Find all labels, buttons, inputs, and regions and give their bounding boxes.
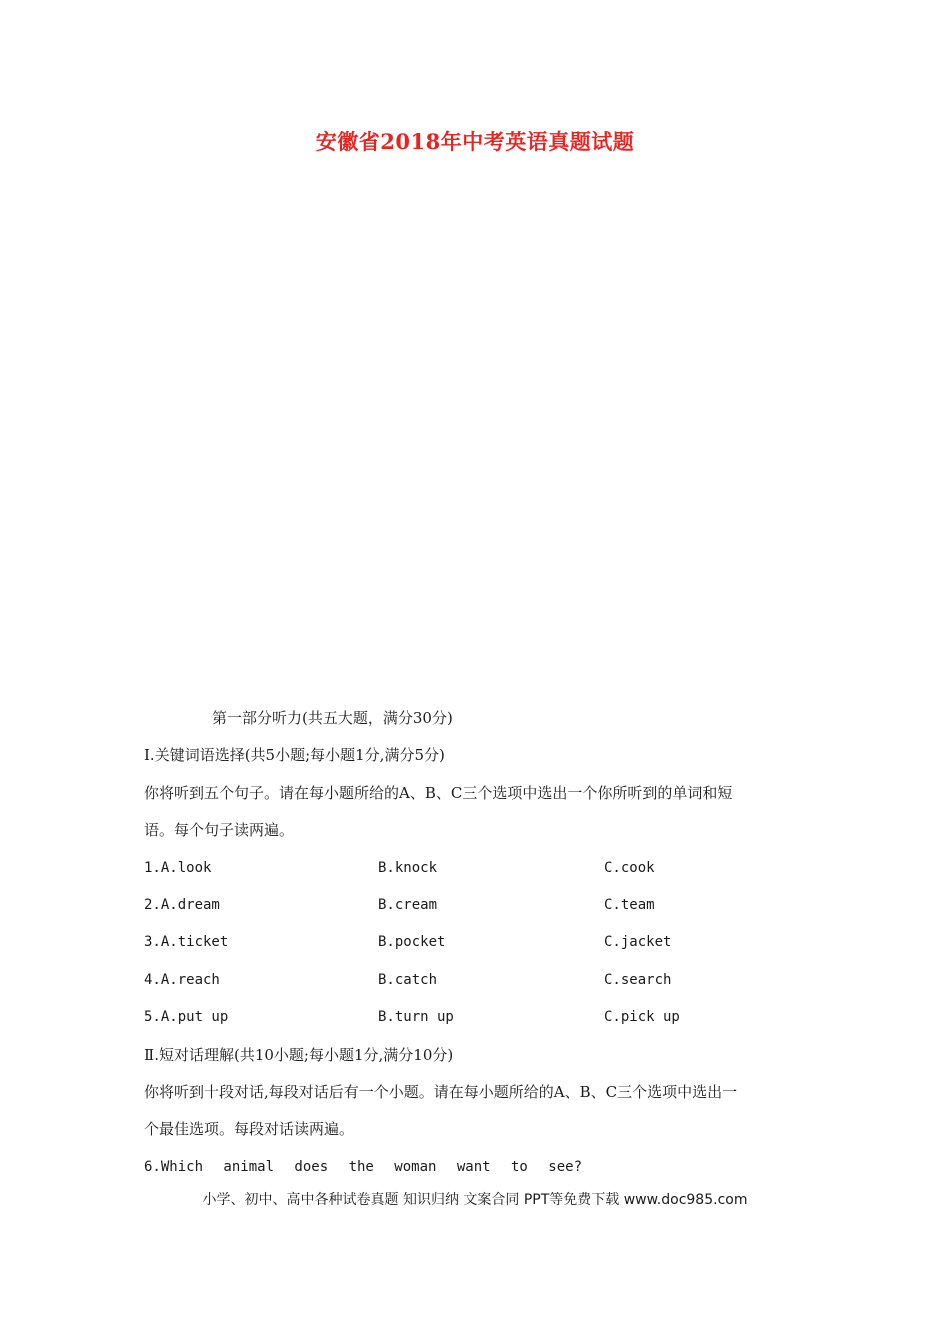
option-c: C.cook: [604, 859, 655, 876]
document-body: [144, 700, 814, 1186]
part-heading: 第一部分听力(共五大题，满分30分): [212, 709, 453, 727]
document-title: 安徽省2018年中考英语真题试题: [315, 129, 635, 154]
option-b: B.knock: [378, 859, 438, 876]
option-a: 1.A.look: [144, 859, 212, 876]
question-row: [144, 850, 814, 887]
section2-instruction-line1: 你将听到十段对话,每段对话后有一个小题。请在每小题所给的A、B、C三个选项中选出一: [144, 1083, 738, 1102]
option-a: 5.A.put up: [144, 1009, 229, 1026]
section1-instruction-line2: 语。每个句子读两遍。: [144, 821, 295, 840]
footer-banner: 小学、初中、高中各种试卷真题 知识归纳 文案合同 PPT等免费下载 www.doc985.com: [202, 1192, 748, 1208]
question-6: 6.Which animal does the woman want to see?: [144, 1158, 583, 1175]
option-a: 2.A.dream: [144, 897, 220, 914]
option-b: B.pocket: [378, 934, 446, 951]
question-row: [144, 999, 814, 1036]
section1-instruction-line1: 你将听到五个句子。请在每小题所给的A、B、C三个选项中选出一个你所听到的单词和短: [144, 783, 733, 802]
option-b: B.turn up: [378, 1009, 454, 1026]
option-c: C.jacket: [604, 934, 672, 951]
question-row: [144, 924, 814, 961]
option-c: C.pick up: [604, 1009, 680, 1026]
question-row: [144, 887, 814, 924]
option-a: 3.A.ticket: [144, 934, 229, 951]
section2-instruction-line2: 个最佳选项。每段对话读两遍。: [144, 1120, 355, 1139]
option-c: C.search: [604, 971, 672, 988]
section2-heading: Ⅱ.短对话理解(共10小题;每小题1分,满分10分): [144, 1045, 454, 1064]
option-b: B.catch: [378, 971, 438, 988]
option-c: C.team: [604, 897, 655, 914]
option-b: B.cream: [378, 897, 438, 914]
question-row: [144, 962, 814, 999]
option-a: 4.A.reach: [144, 971, 220, 988]
section1-heading: I.关键词语选择(共5小题;每小题1分,满分5分): [144, 746, 445, 765]
